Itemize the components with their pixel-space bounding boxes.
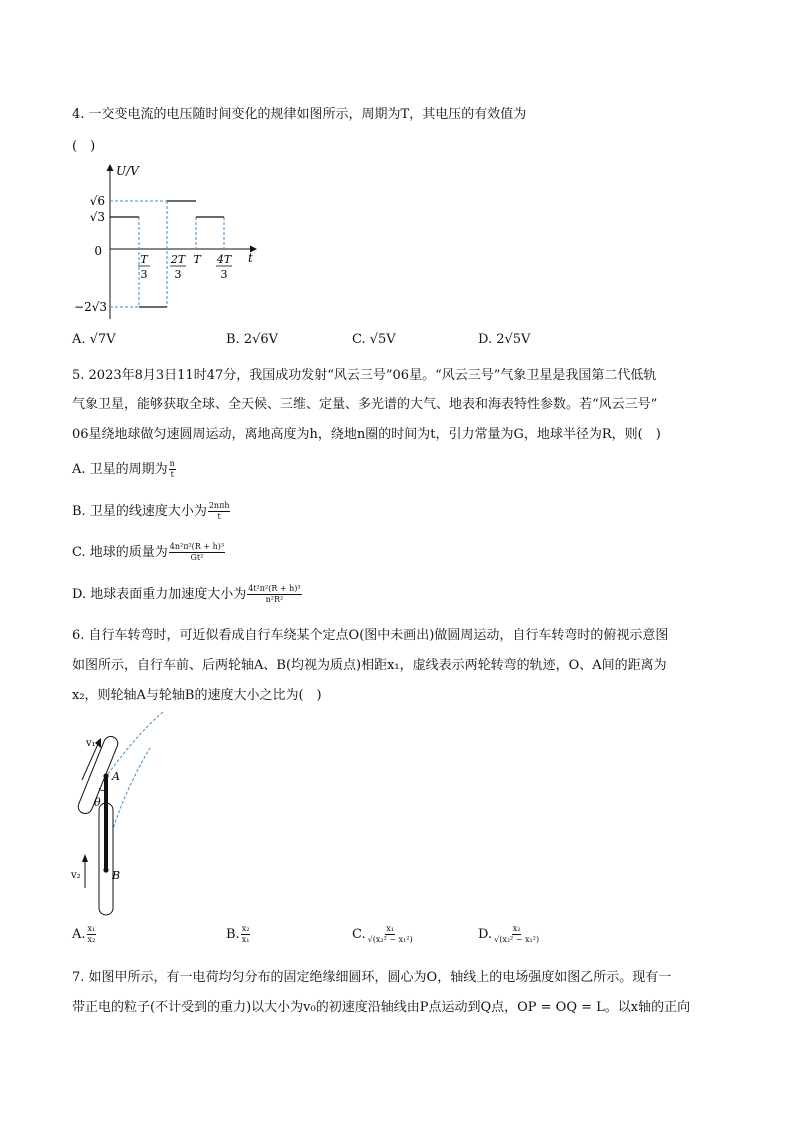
y-tick-sqrt6: √6 [89, 194, 105, 208]
q6-option-a[interactable]: A. $\frac{\text{x₁}}{\text{x₂}}$ [72, 924, 96, 944]
x-tick-4t3-num: 4T [216, 253, 232, 266]
q5-option-b[interactable]: B. 卫星的线速度大小为 $\frac{\text{2nπh}}{t}$ [72, 501, 230, 521]
q5-line3: 06星绕地球做匀速圆周运动，离地高度为h，绕地n圈的时间为t，引力常量为G，地球半径为R，则( ) [72, 427, 661, 442]
q7-line2: 带正电的粒子(不计受到的重力)以大小为v₀的初速度沿轴线由P点运动到Q点，OP = OQ = L。以x轴的正向 [72, 1000, 691, 1015]
q6-bicycle-figure [68, 708, 178, 923]
q6-line2: 如图所示，自行车前、后两轮轴A、B(均视为质点)相距x₁，虚线表示两轮转弯的轨迹，O、A间的距离为 [72, 658, 667, 673]
y-tick-sqrt3: √3 [89, 210, 105, 224]
q5-option-a[interactable]: A. 卫星的周期为 $\frac{n}{t}$ [72, 459, 175, 479]
label-b: B [112, 869, 121, 882]
q6-option-b[interactable]: B. $\frac{\text{x₂}}{\text{x₁}}$ [226, 924, 250, 944]
q5-option-d[interactable]: D. 地球表面重力加速度大小为 $\frac{\text{4t²π²(R + h)³}}{\text{n²R²}}$ [72, 584, 301, 604]
x-tick-t3-den: 3 [140, 268, 148, 281]
graph-y-axis-label: U/V [116, 164, 139, 178]
q4-option-b[interactable]: B. 2√6V [226, 332, 279, 347]
label-v2: v₂ [71, 870, 81, 881]
q5-line1: 5. 2023年8月3日11时47分，我国成功发射“风云三号”06星。“风云三号”气象卫星是我国第二代低轨 [72, 368, 657, 383]
q4-option-c[interactable]: C. √5V [352, 332, 396, 347]
q4-voltage-graph [72, 155, 272, 330]
q4-stem: 4. 一交变电流的电压随时间变化的规律如图所示，周期为T，其电压的有效值为 [72, 107, 527, 122]
x-tick-2t3-den: 3 [174, 268, 182, 281]
y-tick-neg-2sqrt3: −2√3 [74, 300, 107, 314]
x-tick-t: T [193, 253, 201, 266]
q4-option-a[interactable]: A. √7V [72, 332, 116, 347]
q6-line1: 6. 自行车转弯时，可近似看成自行车绕某个定点O(图中未画出)做圆周运动，自行车转弯时的俯视示意图 [72, 628, 669, 643]
x-tick-4t3-den: 3 [220, 268, 228, 281]
q5-line2: 气象卫星，能够获取全球、全天候、三维、定量、多光谱的大气、地表和海表特性参数。若“风云三号” [72, 397, 658, 412]
q5-option-c[interactable]: C. 地球的质量为 $\frac{\text{4n²π²(R + h)³}}{\text{Gt²}}$ [72, 542, 225, 562]
x-tick-2t3-num: 2T [170, 253, 186, 266]
graph-x-axis-label: t [248, 251, 253, 265]
q6-line3: x₂，则轮轴A与轮轴B的速度大小之比为( ) [72, 688, 322, 703]
label-v1: v₁ [86, 738, 96, 749]
q7-line1: 7. 如图甲所示，有一电荷均匀分布的固定绝缘细圆环，圆心为O，轴线上的电场强度如图乙所示。现有一 [72, 970, 672, 985]
q4-answer-paren: ( ) [72, 139, 96, 154]
q6-option-d[interactable]: D. $\frac{\text{x₂}}{\text{√(x₂² − x₁²)}}$ [478, 924, 540, 944]
x-tick-t3-num: T [140, 253, 148, 266]
y-tick-zero: 0 [94, 244, 102, 258]
q6-option-c[interactable]: C. $\frac{\text{x₁}}{\text{√(x₂² − x₁²)}}$ [352, 924, 413, 944]
label-a: A [112, 770, 120, 783]
label-theta: θ [94, 796, 101, 809]
q4-option-d[interactable]: D. 2√5V [478, 332, 531, 347]
